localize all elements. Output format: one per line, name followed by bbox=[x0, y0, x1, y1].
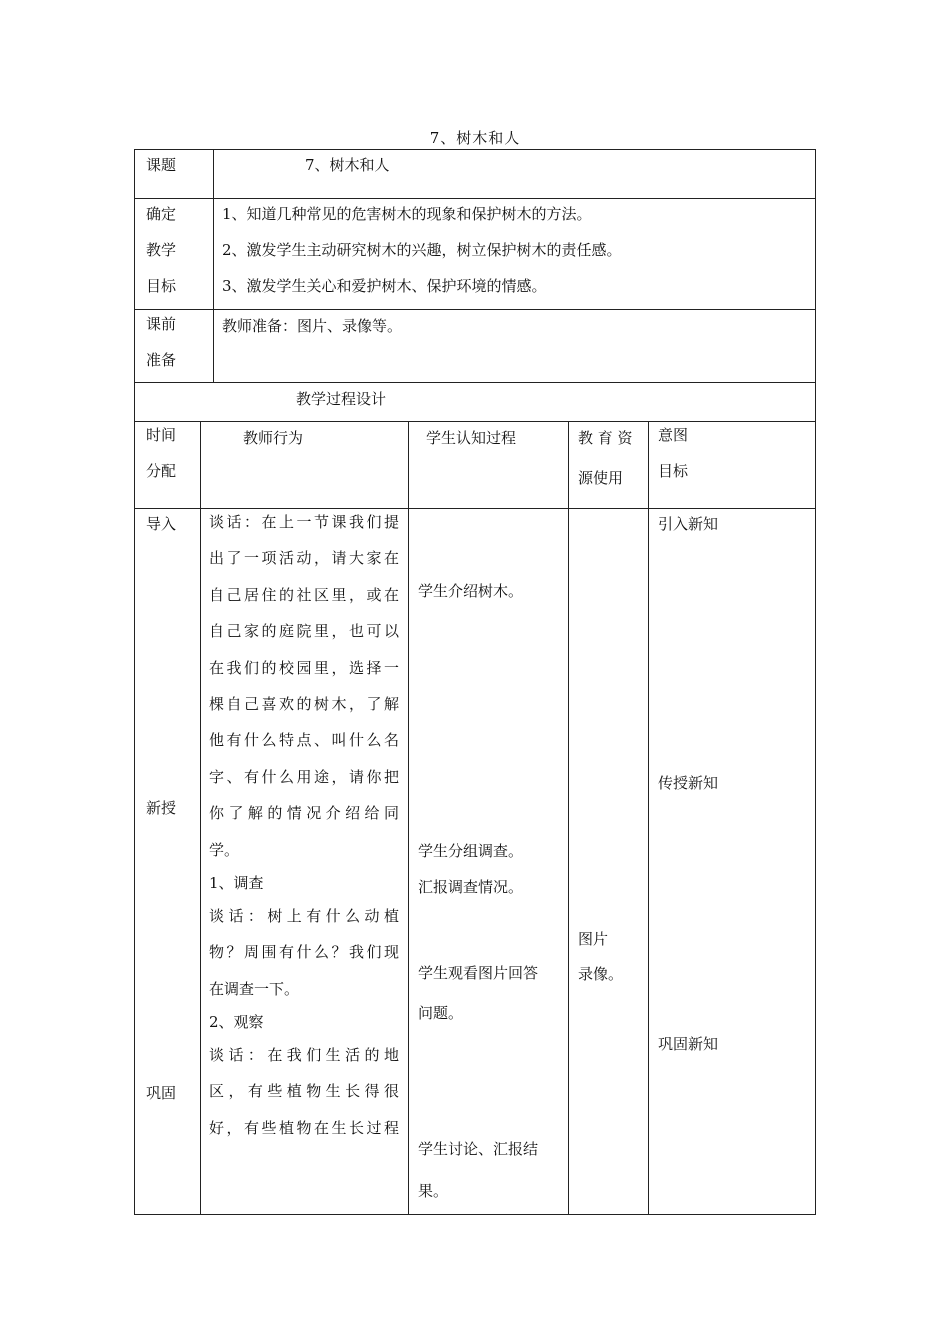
goal-list bbox=[222, 196, 622, 304]
header-intent bbox=[658, 417, 688, 489]
teacher-line: 出了一项活动，请大家在 bbox=[209, 549, 399, 568]
topic-value: 7、树木和人 bbox=[305, 156, 390, 174]
teacher-line: 字、有什么用途，请你把 bbox=[209, 767, 399, 786]
teacher-line: 在我们的校园里，选择一 bbox=[209, 658, 399, 677]
col-divider bbox=[408, 421, 409, 1215]
resource-item: 图片 bbox=[578, 930, 609, 948]
header-student: 学生认知过程 bbox=[426, 429, 517, 447]
intent-item: 引入新知 bbox=[658, 515, 719, 533]
header-resource-line: 教 育 资 bbox=[578, 429, 633, 447]
goal-item: 1、知道几种常见的危害树木的现象和保护树木的方法。 bbox=[222, 205, 592, 223]
goal-item: 2、激发学生主动研究树木的兴趣，树立保护树木的责任感。 bbox=[222, 241, 622, 259]
header-time-line: 分配 bbox=[146, 462, 177, 480]
teacher-line: 你了解的情况介绍给同 bbox=[209, 804, 399, 823]
col-divider bbox=[213, 149, 214, 382]
col-divider bbox=[200, 421, 201, 1215]
teacher-line: 在调查一下。 bbox=[209, 979, 300, 998]
teacher-line: 自己居住的社区里，或在 bbox=[209, 585, 399, 604]
time-label-consolidate: 巩固 bbox=[146, 1084, 177, 1102]
student-item: 果。 bbox=[418, 1182, 449, 1200]
teacher-line: 物？周围有什么？我们现 bbox=[209, 943, 399, 962]
teacher-line: 谈话：树上有什么动植 bbox=[209, 906, 399, 925]
student-item: 学生观看图片回答 bbox=[418, 964, 539, 982]
resource-item: 录像。 bbox=[578, 965, 624, 983]
goal-label-line: 确定 bbox=[146, 205, 177, 223]
teacher-line: 自己家的庭院里，也可以 bbox=[209, 622, 399, 641]
student-item: 学生分组调查。 bbox=[418, 842, 524, 860]
teacher-line: 棵自己喜欢的树木，了解 bbox=[209, 694, 399, 713]
row-divider bbox=[134, 309, 816, 310]
prep-label-line: 准备 bbox=[146, 351, 177, 369]
document-title: 7、树木和人 bbox=[429, 129, 521, 147]
student-item: 汇报调查情况。 bbox=[418, 878, 524, 896]
goal-label-line: 教学 bbox=[146, 241, 177, 259]
intent-item: 巩固新知 bbox=[658, 1035, 719, 1053]
time-label-new: 新授 bbox=[146, 799, 177, 817]
teacher-line: 好，有些植物在生长过程 bbox=[209, 1118, 399, 1137]
time-label-intro: 导入 bbox=[146, 515, 177, 533]
goal-label-line: 目标 bbox=[146, 277, 177, 295]
header-resource-line: 源使用 bbox=[578, 469, 624, 487]
header-time bbox=[146, 417, 176, 489]
student-item: 问题。 bbox=[418, 1004, 464, 1022]
row-divider bbox=[134, 382, 816, 383]
teacher-line: 学。 bbox=[209, 840, 240, 859]
header-resource bbox=[578, 418, 633, 498]
row-divider bbox=[134, 421, 816, 422]
topic-label: 课题 bbox=[146, 156, 177, 174]
prep-value: 教师准备：图片、录像等。 bbox=[222, 317, 403, 335]
teacher-actions bbox=[209, 504, 399, 1146]
prep-label-line: 课前 bbox=[146, 315, 177, 333]
teacher-line: 他有什么特点、叫什么名 bbox=[209, 731, 399, 750]
teacher-line: 区，有些植物生长得很 bbox=[209, 1082, 399, 1101]
process-heading: 教学过程设计 bbox=[296, 390, 387, 408]
teacher-line: 谈话：在上一节课我们提 bbox=[209, 513, 399, 531]
col-divider bbox=[648, 421, 649, 1215]
intent-item: 传授新知 bbox=[658, 774, 719, 792]
header-time-line: 时间 bbox=[146, 426, 177, 444]
col-divider bbox=[568, 421, 569, 1215]
prep-label bbox=[146, 306, 176, 378]
header-intent-line: 目标 bbox=[658, 462, 689, 480]
goal-item: 3、激发学生关心和爱护树木、保护环境的情感。 bbox=[222, 277, 547, 295]
goal-label bbox=[146, 196, 176, 304]
teacher-line: 1、调查 bbox=[209, 873, 264, 892]
teacher-line: 2、观察 bbox=[209, 1013, 264, 1032]
header-teacher: 教师行为 bbox=[243, 429, 304, 447]
student-item: 学生介绍树木。 bbox=[418, 582, 524, 600]
student-item: 学生讨论、汇报结 bbox=[418, 1140, 539, 1158]
teacher-line: 谈话：在我们生活的地 bbox=[209, 1046, 399, 1065]
header-intent-line: 意图 bbox=[658, 426, 689, 444]
